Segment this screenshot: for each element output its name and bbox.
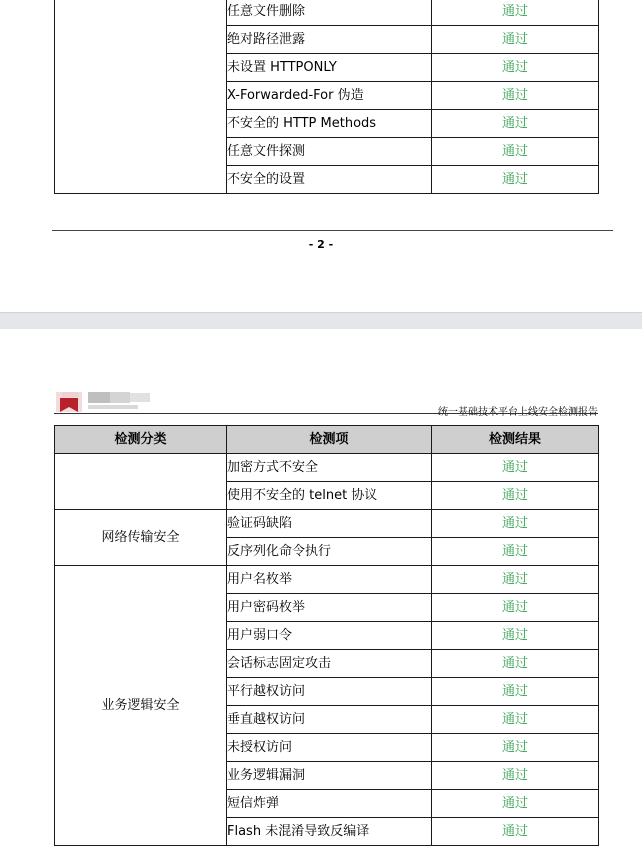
result-cell: 通过 bbox=[432, 54, 599, 82]
item-cell: 不安全的 HTTP Methods bbox=[227, 110, 432, 138]
result-cell: 通过 bbox=[432, 110, 599, 138]
column-header-category: 检测分类 bbox=[55, 426, 227, 454]
item-cell: 用户名枚举 bbox=[227, 566, 432, 594]
item-cell: Flash 未混淆导致反编译 bbox=[227, 818, 432, 846]
category-cell bbox=[55, 454, 227, 510]
report-title: 统一基础技术平台上线安全检测报告 bbox=[438, 407, 598, 418]
category-cell: 网络传输安全 bbox=[55, 510, 227, 566]
result-cell: 通过 bbox=[432, 594, 599, 622]
result-cell: 通过 bbox=[432, 0, 599, 26]
result-cell: 通过 bbox=[432, 678, 599, 706]
item-cell: 用户密码枚举 bbox=[227, 594, 432, 622]
footer-divider bbox=[52, 230, 613, 231]
results-table-page2 bbox=[54, 425, 599, 846]
category-cell: 业务逻辑安全 bbox=[55, 566, 227, 846]
page-gap bbox=[0, 312, 642, 329]
item-cell: 垂直越权访问 bbox=[227, 706, 432, 734]
result-cell: 通过 bbox=[432, 566, 599, 594]
item-cell: 未授权访问 bbox=[227, 734, 432, 762]
result-cell: 通过 bbox=[432, 790, 599, 818]
result-cell: 通过 bbox=[432, 538, 599, 566]
result-cell: 通过 bbox=[432, 706, 599, 734]
item-cell: 反序列化命令执行 bbox=[227, 538, 432, 566]
result-cell: 通过 bbox=[432, 818, 599, 846]
company-logo bbox=[54, 388, 154, 412]
result-cell: 通过 bbox=[432, 138, 599, 166]
item-cell: 会话标志固定攻击 bbox=[227, 650, 432, 678]
item-cell: 平行越权访问 bbox=[227, 678, 432, 706]
result-cell: 通过 bbox=[432, 26, 599, 54]
result-cell: 通过 bbox=[432, 454, 599, 482]
item-cell: 加密方式不安全 bbox=[227, 454, 432, 482]
column-header-item: 检测项 bbox=[227, 426, 432, 454]
result-cell: 通过 bbox=[432, 166, 599, 194]
table-row bbox=[55, 0, 599, 26]
item-cell: 短信炸弹 bbox=[227, 790, 432, 818]
item-cell: 业务逻辑漏洞 bbox=[227, 762, 432, 790]
item-cell: 使用不安全的 telnet 协议 bbox=[227, 482, 432, 510]
category-cell bbox=[55, 0, 227, 194]
results-table-page1 bbox=[54, 0, 599, 194]
item-cell: 用户弱口令 bbox=[227, 622, 432, 650]
result-cell: 通过 bbox=[432, 762, 599, 790]
item-cell: 验证码缺陷 bbox=[227, 510, 432, 538]
item-cell: 不安全的设置 bbox=[227, 166, 432, 194]
logo-icon bbox=[54, 388, 154, 412]
item-cell: 任意文件探测 bbox=[227, 138, 432, 166]
item-cell: X-Forwarded-For 伪造 bbox=[227, 82, 432, 110]
result-cell: 通过 bbox=[432, 82, 599, 110]
item-cell: 未设置 HTTPONLY bbox=[227, 54, 432, 82]
page-number: - 2 - bbox=[308, 238, 334, 251]
header-divider bbox=[54, 413, 598, 414]
table-row bbox=[55, 454, 599, 482]
column-header-result: 检测结果 bbox=[432, 426, 599, 454]
result-cell: 通过 bbox=[432, 650, 599, 678]
table-row bbox=[55, 566, 599, 594]
result-cell: 通过 bbox=[432, 622, 599, 650]
table-row bbox=[55, 510, 599, 538]
result-cell: 通过 bbox=[432, 510, 599, 538]
result-cell: 通过 bbox=[432, 482, 599, 510]
item-cell: 绝对路径泄露 bbox=[227, 26, 432, 54]
table-header-row bbox=[55, 426, 599, 454]
item-cell: 任意文件删除 bbox=[227, 0, 432, 26]
result-cell: 通过 bbox=[432, 734, 599, 762]
